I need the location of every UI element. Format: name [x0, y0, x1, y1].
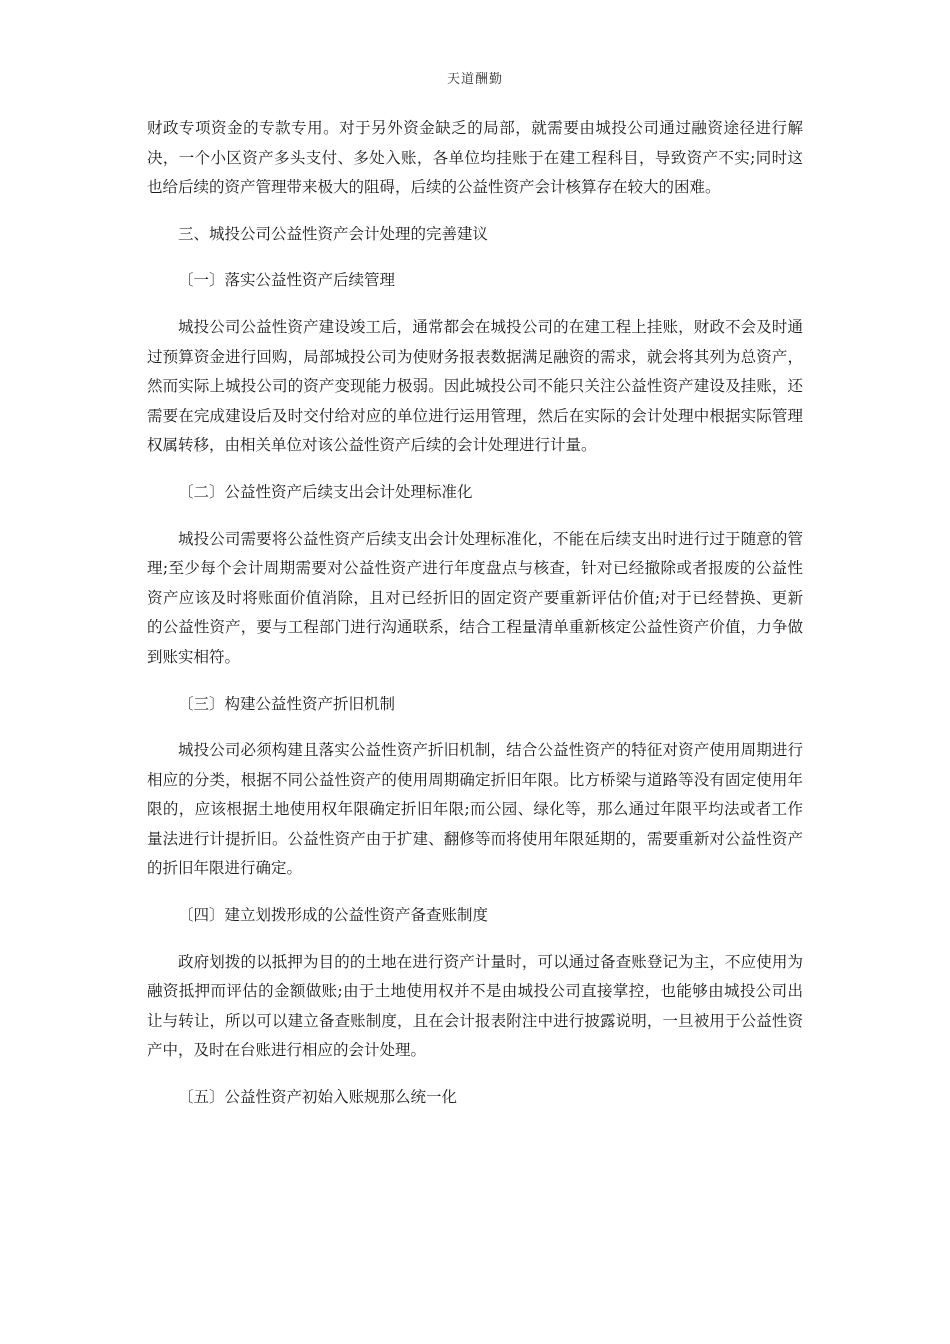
subheading-4: 〔四〕建立划拨形成的公益性资产备查账制度 [178, 906, 489, 925]
subheading-3: 〔三〕构建公益性资产折旧机制 [178, 694, 396, 713]
subheading-5: 〔五〕公益性资产初始入账规那么统一化 [178, 1088, 458, 1107]
paragraph-3: 城投公司必须构建且落实公益性资产折旧机制，结合公益性资产的特征对资产使用周期进行相应的分类，根据不同公益性资产的使用周期确定折旧年限。比方桥梁与道路等没有固定使用年限的，应该根据土地使用权年限确定折旧年限;而公园、绿化等，那么通过年限平均法或者工作量法进行计提折旧。公益性资产由于扩建、翻修等而将使用年限延期的，需要重新对公益性资产的折旧年限进行确定。 [147, 741, 803, 878]
subheading-1: 〔一〕落实公益性资产后续管理 [178, 271, 396, 290]
paragraph-1: 城投公司公益性资产建设竣工后，通常都会在城投公司的在建工程上挂账，财政不会及时通过预算资金进行回购，局部城投公司为使财务报表数据满足融资的需求，就会将其列为总资产，然而实际上城投公司的资产变现能力极弱。因此城投公司不能只关注公益性资产建设及挂账，还需要在完成建设后及时交付给对应的单位进行运用管理，然后在实际的会计处理中根据实际管理权属转移，由相关单位对该公益性资产后续的会计处理进行计量。 [147, 317, 803, 455]
paragraph-4: 政府划拨的以抵押为目的的土地在进行资产计量时，可以通过备查账登记为主，不应使用为融资抵押而评估的金额做账;由于土地使用权并不是由城投公司直接掌控，也能够由城投公司出让与转让，所以可以建立备查账制度，且在会计报表附注中进行披露说明，一旦被用于公益性资产中，及时在台账进行相应的会计处理。 [147, 952, 803, 1060]
section-heading-3: 三、城投公司公益性资产会计处理的完善建议 [178, 224, 489, 243]
page-header: 天道酬勤 [446, 72, 503, 87]
paragraph-intro-continued: 财政专项资金的专款专用。对于另外资金缺乏的局部，就需要由城投公司通过融资途径进行解决，一个小区资产多头支付、多处入账，各单位均挂账于在建工程科目，导致资产不实;同时这也给后续的资产管理带来极大的阻碍，后续的公益性资产会计核算存在较大的困难。 [147, 119, 803, 197]
subheading-2: 〔二〕公益性资产后续支出会计处理标准化 [178, 482, 473, 501]
paragraph-2: 城投公司需要将公益性资产后续支出会计处理标准化，不能在后续支出时进行过于随意的管理;至少每个会计周期需要对公益性资产进行年度盘点与核查，针对已经撤除或者报废的公益性资产应该及时将账面价值消除，且对已经折旧的固定资产要重新评估价值;对于已经替换、更新的公益性资产，要与工程部门进行沟通联系，结合工程量清单重新核定公益性资产价值，力争做到账实相符。 [147, 529, 803, 666]
document-body [147, 114, 803, 1130]
